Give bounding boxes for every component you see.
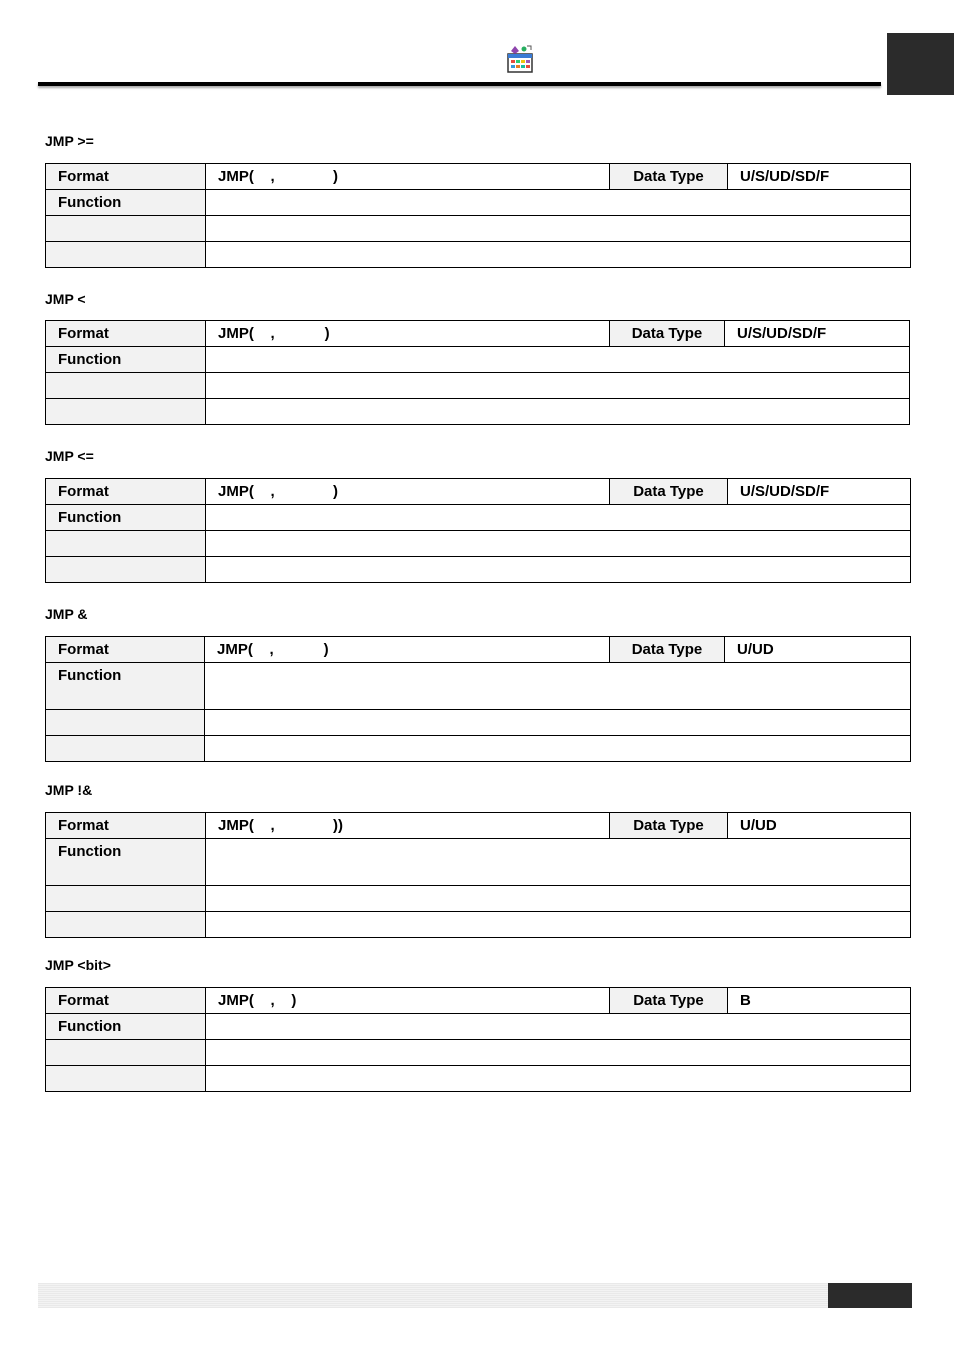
- chapter-tab-block: [887, 33, 954, 95]
- function-label: Function: [46, 347, 206, 373]
- empty-value-cell: [206, 886, 911, 912]
- empty-label-cell: [46, 912, 206, 938]
- function-label: Function: [46, 190, 206, 216]
- datatype-label: Data Type: [610, 164, 728, 190]
- spec-table: [45, 163, 911, 268]
- empty-label-cell: [46, 1066, 206, 1092]
- section-title: JMP <bit>: [45, 957, 111, 973]
- empty-label-cell: [46, 373, 206, 399]
- datatype-value: B: [728, 988, 911, 1014]
- datatype-value: U/S/UD/SD/F: [728, 164, 911, 190]
- datatype-value: U/UD: [728, 813, 911, 839]
- section-title: JMP >=: [45, 133, 94, 149]
- format-value: JMP( , ): [206, 321, 610, 347]
- spec-table: [45, 636, 911, 762]
- format-value: JMP( , ): [206, 988, 610, 1014]
- format-label: Format: [46, 988, 206, 1014]
- function-label: Function: [46, 1014, 206, 1040]
- empty-value-cell: [206, 216, 911, 242]
- empty-label-cell: [46, 710, 205, 736]
- function-value: [206, 347, 910, 373]
- empty-label-cell: [46, 1040, 206, 1066]
- empty-label-cell: [46, 531, 206, 557]
- datatype-label: Data Type: [610, 637, 725, 663]
- empty-label-cell: [46, 886, 206, 912]
- empty-value-cell: [206, 1066, 911, 1092]
- empty-value-cell: [205, 736, 911, 762]
- function-value: [206, 839, 911, 886]
- empty-value-cell: [206, 242, 911, 268]
- function-label: Function: [46, 505, 206, 531]
- footer-bar: [38, 1283, 828, 1308]
- section-title: JMP !&: [45, 782, 93, 798]
- function-label: Function: [46, 839, 206, 886]
- empty-value-cell: [205, 710, 911, 736]
- empty-label-cell: [46, 736, 205, 762]
- format-value: JMP( , ): [206, 479, 610, 505]
- datatype-label: Data Type: [610, 988, 728, 1014]
- datatype-label: Data Type: [610, 479, 728, 505]
- function-value: [205, 663, 911, 710]
- function-value: [206, 190, 911, 216]
- datatype-value: U/S/UD/SD/F: [725, 321, 910, 347]
- format-label: Format: [46, 479, 206, 505]
- format-value: JMP( , ): [206, 164, 610, 190]
- function-value: [206, 505, 911, 531]
- format-value: JMP( , )): [206, 813, 610, 839]
- empty-value-cell: [206, 399, 910, 425]
- format-value: JMP( , ): [205, 637, 610, 663]
- empty-value-cell: [206, 557, 911, 583]
- empty-value-cell: [206, 373, 910, 399]
- datatype-value: U/S/UD/SD/F: [728, 479, 911, 505]
- spec-table: [45, 987, 911, 1092]
- software-app-icon: [505, 44, 535, 74]
- empty-label-cell: [46, 557, 206, 583]
- empty-label-cell: [46, 242, 206, 268]
- format-label: Format: [46, 164, 206, 190]
- empty-label-cell: [46, 216, 206, 242]
- spec-table: [45, 812, 911, 938]
- empty-value-cell: [206, 531, 911, 557]
- function-value: [206, 1014, 911, 1040]
- format-label: Format: [46, 813, 206, 839]
- empty-value-cell: [206, 912, 911, 938]
- datatype-value: U/UD: [725, 637, 911, 663]
- section-title: JMP <: [45, 291, 86, 307]
- datatype-label: Data Type: [610, 321, 725, 347]
- section-title: JMP <=: [45, 448, 94, 464]
- format-label: Format: [46, 637, 205, 663]
- spec-table: [45, 478, 911, 583]
- header-rule: [38, 82, 881, 86]
- section-title: JMP &: [45, 606, 88, 622]
- spec-table: [45, 320, 910, 425]
- datatype-label: Data Type: [610, 813, 728, 839]
- empty-value-cell: [206, 1040, 911, 1066]
- footer-page-block: [828, 1283, 912, 1308]
- function-label: Function: [46, 663, 205, 710]
- empty-label-cell: [46, 399, 206, 425]
- format-label: Format: [46, 321, 206, 347]
